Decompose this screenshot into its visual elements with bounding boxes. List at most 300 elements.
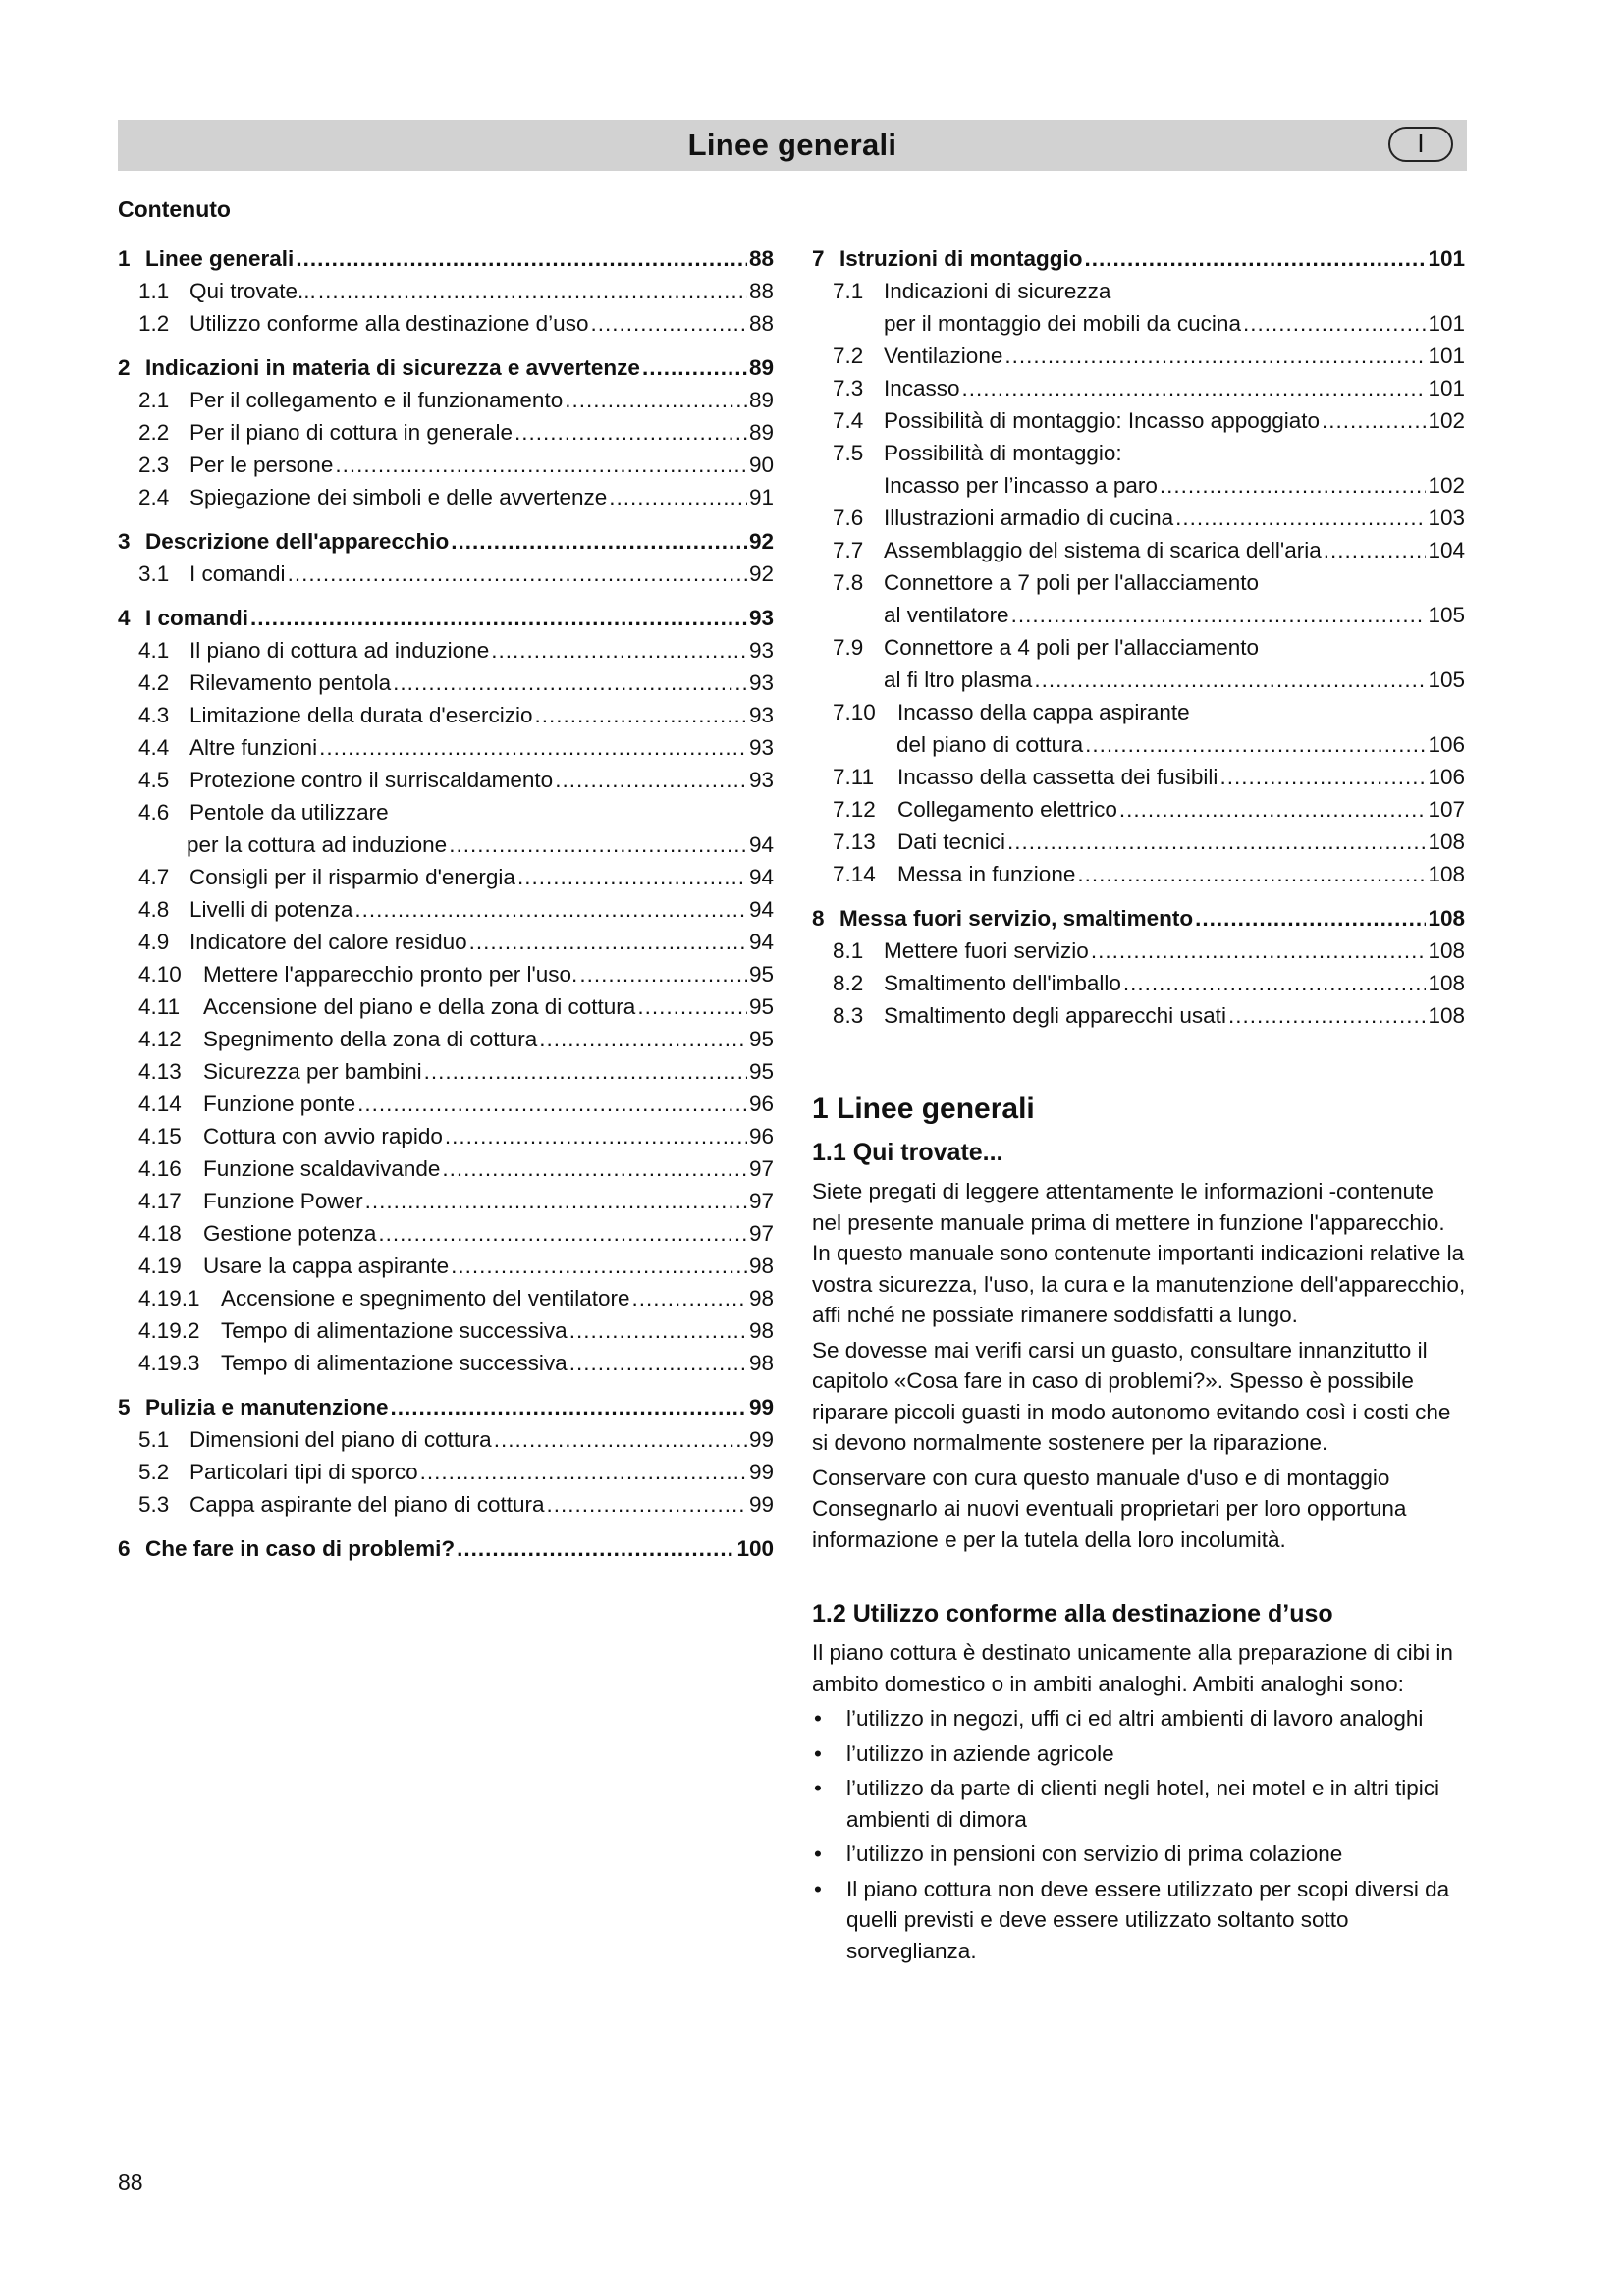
toc-page-number: 105 — [1428, 603, 1465, 627]
toc-number: 4.19.3 — [138, 1351, 200, 1375]
toc-title: Illustrazioni armadio di cucina — [884, 506, 1174, 530]
toc-number: 7.12 — [833, 797, 876, 822]
toc-number: 1.2 — [138, 311, 170, 336]
toc-entry — [118, 307, 774, 340]
toc-number: 4.12 — [138, 1027, 182, 1051]
toc-title: Spegnimento della zona di cottura — [203, 1027, 538, 1051]
toc-page-number: 96 — [748, 1092, 774, 1116]
toc-number: 4.4 — [138, 735, 170, 760]
toc-number: 4.5 — [138, 768, 170, 792]
toc-leader-dots — [1243, 307, 1426, 340]
toc-title: Incasso per l’incasso a paro — [884, 473, 1158, 498]
toc-number: 4.18 — [138, 1221, 182, 1246]
toc-number: 5.1 — [138, 1427, 170, 1452]
toc-page-number: 97 — [748, 1156, 774, 1181]
toc-entry — [118, 1488, 774, 1521]
toc-number: 5.3 — [138, 1492, 170, 1517]
toc-title: Consigli per il risparmio d'energia — [189, 865, 515, 889]
toc-leader-dots — [288, 558, 747, 590]
toc-chapter-entry — [118, 1532, 774, 1565]
toc-page-number: 93 — [748, 703, 774, 727]
toc-leader-dots — [319, 731, 747, 764]
subsection-heading: 1.2 Utilizzo conforme alla destinazione d’uso — [812, 1600, 1333, 1628]
toc-section — [812, 902, 1465, 1032]
bullet-icon: • — [814, 1876, 822, 1901]
toc-title: Collegamento elettrico — [897, 797, 1117, 822]
toc-entry — [118, 1456, 774, 1488]
toc-page-number: 108 — [1428, 1003, 1465, 1028]
toc-leader-dots — [357, 1088, 747, 1120]
toc-entry — [812, 967, 1465, 999]
toc-page-number: 93 — [748, 638, 774, 663]
toc-entry — [812, 502, 1465, 534]
toc-right-column — [812, 242, 1465, 1043]
toc-number: 4 — [118, 606, 131, 630]
header-bar — [118, 120, 1467, 171]
toc-leader-dots — [393, 667, 747, 699]
toc-title: Dimensioni del piano di cottura — [189, 1427, 492, 1452]
toc-number: 1.1 — [138, 279, 170, 303]
toc-leader-dots — [579, 958, 747, 990]
toc-title: Connettore a 4 poli per l'allacciamento — [884, 635, 1260, 660]
toc-number: 7.14 — [833, 862, 876, 886]
toc-number: 4.9 — [138, 930, 170, 954]
toc-chapter-entry — [118, 351, 774, 384]
toc-chapter-entry — [812, 242, 1465, 275]
toc-leader-dots — [318, 275, 747, 307]
list-item-text: l’utilizzo in aziende agricole — [846, 1740, 1114, 1766]
toc-entry — [118, 416, 774, 449]
toc-leader-dots — [1228, 999, 1427, 1032]
list-item — [812, 1874, 1468, 1967]
toc-page-number: 108 — [1428, 906, 1465, 931]
toc-leader-dots — [1085, 728, 1426, 761]
toc-page-number: 101 — [1428, 311, 1465, 336]
toc-title: Incasso della cassetta dei fusibili — [897, 765, 1218, 789]
toc-number: 2.4 — [138, 485, 170, 509]
toc-title: Che fare in caso di problemi? — [145, 1536, 456, 1561]
toc-page-number: 106 — [1428, 732, 1465, 757]
list-item-text: Il piano cottura non deve essere utilizzato per scopi diversi da quelli previsti e deve essere utilizzato soltanto sotto sorveglianza. — [846, 1876, 1450, 1963]
toc-title: Descrizione dell'apparecchio — [145, 529, 450, 554]
toc-page-number: 92 — [748, 561, 774, 586]
toc-entry — [812, 469, 1465, 502]
toc-title: Qui trovate... — [189, 279, 316, 303]
toc-title: Incasso — [884, 376, 960, 400]
toc-entry — [118, 1347, 774, 1379]
toc-title: del piano di cottura — [896, 732, 1084, 757]
toc-page-number: 101 — [1428, 376, 1465, 400]
toc-number: 4.13 — [138, 1059, 182, 1084]
toc-number: 4.15 — [138, 1124, 182, 1148]
toc-entry — [812, 934, 1465, 967]
toc-title: Incasso della cappa aspirante — [897, 700, 1190, 724]
toc-leader-dots — [420, 1456, 747, 1488]
toc-title: Protezione contro il surriscaldamento — [189, 768, 554, 792]
toc-page-number: 95 — [748, 994, 774, 1019]
page-title: Linee generali — [687, 128, 897, 162]
toc-number: 7.5 — [833, 441, 864, 465]
toc-entry — [118, 828, 774, 861]
toc-leader-dots — [424, 1055, 747, 1088]
toc-entry — [118, 634, 774, 667]
toc-entry — [812, 761, 1465, 793]
toc-entry — [812, 696, 1465, 728]
toc-page-number: 98 — [748, 1254, 774, 1278]
toc-number: 4.8 — [138, 897, 170, 922]
toc-page-number: 96 — [748, 1124, 774, 1148]
toc-entry — [118, 1282, 774, 1314]
toc-title: Funzione scaldavivande — [203, 1156, 441, 1181]
list-item-text: l’utilizzo in negozi, uffi ci ed altri ambienti di lavoro analoghi — [846, 1706, 1424, 1731]
toc-number: 7 — [812, 246, 825, 271]
toc-title: Per le persone — [189, 453, 334, 477]
toc-entry — [118, 1250, 774, 1282]
toc-number: 4.3 — [138, 703, 170, 727]
toc-leader-dots — [250, 602, 747, 634]
toc-leader-dots — [555, 764, 747, 796]
toc-number: 4.2 — [138, 670, 170, 695]
section-heading: 1 Linee generali — [812, 1093, 1035, 1125]
paragraph: Siete pregati di leggere attentamente le informazioni -contenute nel presente manuale prima di mettere in funzione l'apparecchio. In questo manuale sono contenute importanti indicazioni relative la vostra sicurezza, l'uso, la cura e la manutenzione dell'apparecchio, affi nché ne possiate rimanere soddisfatti a lungo. — [812, 1179, 1466, 1327]
toc-title: Indicazioni in materia di sicurezza e avvertenze — [145, 355, 640, 380]
toc-leader-dots — [1004, 340, 1426, 372]
toc-number: 7.7 — [833, 538, 864, 562]
toc-title: Smaltimento degli apparecchi usati — [884, 1003, 1226, 1028]
toc-page-number: 93 — [748, 606, 774, 630]
toc-leader-dots — [494, 1423, 747, 1456]
toc-entry — [812, 275, 1465, 307]
toc-number: 7.13 — [833, 829, 876, 854]
toc-leader-dots — [609, 481, 747, 513]
toc-page-number: 106 — [1428, 765, 1465, 789]
toc-title: Mettere fuori servizio — [884, 938, 1089, 963]
toc-entry — [812, 307, 1465, 340]
toc-leader-dots — [365, 1185, 747, 1217]
toc-page-number: 94 — [748, 897, 774, 922]
toc-title: Rilevamento pentola — [189, 670, 392, 695]
toc-title: Cappa aspirante del piano di cottura — [189, 1492, 545, 1517]
toc-leader-dots — [1077, 858, 1426, 890]
toc-entry — [812, 566, 1465, 599]
toc-entry — [118, 1152, 774, 1185]
toc-leader-dots — [569, 1314, 747, 1347]
toc-number: 8.2 — [833, 971, 864, 995]
toc-leader-dots — [1160, 469, 1427, 502]
toc-number: 3.1 — [138, 561, 170, 586]
bullet-icon: • — [814, 1706, 822, 1731]
toc-leader-dots — [1091, 934, 1427, 967]
toc-title: Messa fuori servizio, smaltimento — [839, 906, 1194, 931]
toc-leader-dots — [391, 1391, 747, 1423]
toc-entry — [118, 1423, 774, 1456]
toc-entry — [118, 558, 774, 590]
toc-title: Messa in funzione — [897, 862, 1076, 886]
toc-number: 4.16 — [138, 1156, 182, 1181]
toc-leader-dots — [1011, 599, 1427, 631]
toc-leader-dots — [565, 384, 747, 416]
toc-page-number: 97 — [748, 1221, 774, 1246]
toc-leader-dots — [1175, 502, 1426, 534]
toc-number: 7.10 — [833, 700, 876, 724]
toc-number: 7.2 — [833, 344, 864, 368]
toc-number: 8 — [812, 906, 825, 931]
toc-leader-dots — [547, 1488, 747, 1521]
toc-entry — [812, 999, 1465, 1032]
toc-title: Livelli di potenza — [189, 897, 353, 922]
list-item-text: l’utilizzo in pensioni con servizio di prima colazione — [846, 1842, 1343, 1866]
toc-entry — [812, 728, 1465, 761]
toc-number: 4.6 — [138, 800, 170, 825]
toc-entry — [118, 275, 774, 307]
toc-leader-dots — [1084, 242, 1426, 275]
bullet-icon: • — [814, 1740, 822, 1766]
toc-section — [118, 242, 774, 340]
toc-leader-dots — [539, 1023, 747, 1055]
toc-title: Istruzioni di montaggio — [839, 246, 1083, 271]
toc-leader-dots — [335, 449, 747, 481]
toc-leader-dots — [449, 828, 747, 861]
toc-chapter-entry — [812, 902, 1465, 934]
toc-leader-dots — [535, 699, 747, 731]
toc-page-number: 99 — [748, 1395, 774, 1419]
toc-leader-dots — [442, 1152, 747, 1185]
toc-page-number: 99 — [748, 1492, 774, 1517]
language-badge: I — [1388, 127, 1453, 162]
toc-number: 8.1 — [833, 938, 864, 963]
toc-entry — [812, 340, 1465, 372]
toc-title: Utilizzo conforme alla destinazione d’uso — [189, 311, 589, 336]
toc-number: 1 — [118, 246, 131, 271]
bullet-icon: • — [814, 1776, 822, 1800]
toc-chapter-entry — [118, 242, 774, 275]
toc-leader-dots — [1119, 793, 1427, 826]
toc-entry — [812, 826, 1465, 858]
toc-page-number: 108 — [1428, 971, 1465, 995]
toc-title: I comandi — [145, 606, 249, 630]
toc-section — [812, 242, 1465, 890]
toc-chapter-entry — [118, 1391, 774, 1423]
toc-leader-dots — [296, 242, 747, 275]
toc-page-number: 91 — [748, 485, 774, 509]
toc-page-number: 99 — [748, 1427, 774, 1452]
toc-title: Limitazione della durata d'esercizio — [189, 703, 533, 727]
toc-page-number: 89 — [748, 420, 774, 445]
page-number: 88 — [118, 2169, 143, 2195]
toc-entry — [812, 793, 1465, 826]
toc-leader-dots — [445, 1120, 747, 1152]
toc-entry — [118, 699, 774, 731]
toc-title: I comandi — [189, 561, 286, 586]
toc-page-number: 99 — [748, 1460, 774, 1484]
toc-page-number: 95 — [748, 1059, 774, 1084]
toc-page-number: 108 — [1428, 938, 1465, 963]
toc-leader-dots — [1123, 967, 1427, 999]
toc-number: 7.4 — [833, 408, 864, 433]
toc-leader-dots — [1324, 534, 1427, 566]
toc-number: 7.11 — [833, 765, 875, 789]
toc-title: Tempo di alimentazione successiva — [221, 1318, 568, 1343]
toc-number: 7.3 — [833, 376, 864, 400]
toc-left-column — [118, 242, 774, 1576]
toc-page-number: 98 — [748, 1351, 774, 1375]
toc-title: Indicatore del calore residuo — [189, 930, 467, 954]
toc-title: Possibilità di montaggio: — [884, 441, 1122, 465]
toc-title: Cottura con avvio rapido — [203, 1124, 443, 1148]
toc-number: 4.1 — [138, 638, 170, 663]
toc-title: Connettore a 7 poli per l'allacciamento — [884, 570, 1260, 595]
toc-entry — [118, 1055, 774, 1088]
toc-leader-dots — [637, 990, 747, 1023]
toc-title: al fi ltro plasma — [884, 667, 1033, 692]
toc-number: 3 — [118, 529, 131, 554]
toc-number: 4.19.1 — [138, 1286, 200, 1310]
toc-section — [118, 525, 774, 590]
toc-title: Per il piano di cottura in generale — [189, 420, 513, 445]
toc-entry — [118, 1023, 774, 1055]
toc-page-number: 102 — [1428, 408, 1465, 433]
toc-page-number: 101 — [1428, 344, 1465, 368]
toc-leader-dots — [514, 416, 747, 449]
toc-page-number: 94 — [748, 832, 774, 857]
toc-page-number: 98 — [748, 1286, 774, 1310]
toc-page-number: 108 — [1428, 829, 1465, 854]
toc-entry — [812, 534, 1465, 566]
toc-entry — [118, 926, 774, 958]
toc-leader-dots — [962, 372, 1427, 404]
toc-section — [118, 351, 774, 513]
toc-page-number: 93 — [748, 768, 774, 792]
toc-leader-dots — [569, 1347, 747, 1379]
toc-entry — [118, 861, 774, 893]
toc-entry — [812, 437, 1465, 469]
toc-number: 2.1 — [138, 388, 170, 412]
toc-leader-dots — [1195, 902, 1426, 934]
toc-page-number: 102 — [1428, 473, 1465, 498]
toc-page-number: 89 — [748, 355, 774, 380]
toc-page-number: 88 — [748, 311, 774, 336]
toc-page-number: 97 — [748, 1189, 774, 1213]
toc-page-number: 108 — [1428, 862, 1465, 886]
paragraph: Il piano cottura è destinato unicamente alla preparazione di cibi in ambito domestico o in ambiti analoghi. Ambiti analoghi sono: — [812, 1640, 1453, 1696]
toc-section — [118, 1391, 774, 1521]
list-item — [812, 1839, 1468, 1870]
toc-number: 5 — [118, 1395, 131, 1419]
toc-leader-dots — [378, 1217, 747, 1250]
toc-entry — [118, 893, 774, 926]
toc-leader-dots — [517, 861, 747, 893]
toc-page-number: 94 — [748, 930, 774, 954]
toc-title: Il piano di cottura ad induzione — [189, 638, 490, 663]
toc-title: Accensione e spegnimento del ventilatore — [221, 1286, 630, 1310]
toc-entry — [812, 664, 1465, 696]
toc-title: Altre funzioni — [189, 735, 318, 760]
toc-leader-dots — [1322, 404, 1426, 437]
toc-title: Spiegazione dei simboli e delle avvertenze — [189, 485, 608, 509]
toc-title: Accensione del piano e della zona di cottura — [203, 994, 636, 1019]
bullet-icon: • — [814, 1842, 822, 1866]
toc-entry — [118, 667, 774, 699]
toc-chapter-entry — [118, 525, 774, 558]
toc-entry — [812, 372, 1465, 404]
toc-page-number: 101 — [1428, 246, 1465, 271]
toc-title: Pentole da utilizzare — [189, 800, 389, 825]
toc-page-number: 104 — [1428, 538, 1465, 562]
toc-entry — [118, 731, 774, 764]
toc-entry — [118, 1120, 774, 1152]
toc-title: Mettere l'apparecchio pronto per l'uso. — [203, 962, 578, 987]
list-item — [812, 1773, 1468, 1835]
toc-page-number: 93 — [748, 735, 774, 760]
toc-number: 7.8 — [833, 570, 864, 595]
toc-title: Per il collegamento e il funzionamento — [189, 388, 564, 412]
toc-entry — [118, 481, 774, 513]
toc-number: 2.3 — [138, 453, 170, 477]
toc-page-number: 105 — [1428, 667, 1465, 692]
toc-entry — [812, 858, 1465, 890]
toc-entry — [118, 990, 774, 1023]
toc-entry — [118, 1217, 774, 1250]
toc-entry — [812, 631, 1465, 664]
toc-entry — [812, 599, 1465, 631]
toc-title: al ventilatore — [884, 603, 1009, 627]
toc-page-number: 89 — [748, 388, 774, 412]
toc-title: per il montaggio dei mobili da cucina — [884, 311, 1241, 336]
toc-number: 4.10 — [138, 962, 182, 987]
toc-title: Indicazioni di sicurezza — [884, 279, 1111, 303]
toc-number: 7.9 — [833, 635, 864, 660]
toc-entry — [118, 1088, 774, 1120]
toc-leader-dots — [1219, 761, 1426, 793]
toc-title: Assemblaggio del sistema di scarica dell'aria — [884, 538, 1322, 562]
toc-title: Linee generali — [145, 246, 295, 271]
toc-leader-dots — [1007, 826, 1426, 858]
body-column — [812, 1092, 1468, 1970]
toc-section — [118, 602, 774, 1379]
toc-leader-dots — [1034, 664, 1426, 696]
toc-entry — [118, 1185, 774, 1217]
toc-page-number: 95 — [748, 962, 774, 987]
toc-page-number: 93 — [748, 670, 774, 695]
toc-leader-dots — [590, 307, 747, 340]
toc-page-number: 103 — [1428, 506, 1465, 530]
toc-number: 2.2 — [138, 420, 170, 445]
toc-number: 5.2 — [138, 1460, 170, 1484]
toc-leader-dots — [451, 525, 747, 558]
toc-number: 4.14 — [138, 1092, 182, 1116]
toc-heading: Contenuto — [118, 196, 231, 222]
toc-page-number: 88 — [748, 246, 774, 271]
toc-page-number: 98 — [748, 1318, 774, 1343]
toc-title: Usare la cappa aspirante — [203, 1254, 450, 1278]
toc-title: Particolari tipi di sporco — [189, 1460, 418, 1484]
toc-title: Sicurezza per bambini — [203, 1059, 422, 1084]
subsection-heading: 1.1 Qui trovate... — [812, 1139, 1003, 1166]
toc-page-number: 107 — [1428, 797, 1465, 822]
toc-number: 7.6 — [833, 506, 864, 530]
toc-entry — [118, 1314, 774, 1347]
toc-page-number: 92 — [748, 529, 774, 554]
toc-number: 4.19 — [138, 1254, 182, 1278]
toc-number: 4.11 — [138, 994, 181, 1019]
toc-leader-dots — [457, 1532, 734, 1565]
toc-title: Possibilità di montaggio: Incasso appoggiato — [884, 408, 1321, 433]
toc-entry — [118, 449, 774, 481]
toc-section — [118, 1532, 774, 1565]
toc-title: Funzione Power — [203, 1189, 363, 1213]
toc-title: Tempo di alimentazione successiva — [221, 1351, 568, 1375]
toc-number: 4.19.2 — [138, 1318, 200, 1343]
